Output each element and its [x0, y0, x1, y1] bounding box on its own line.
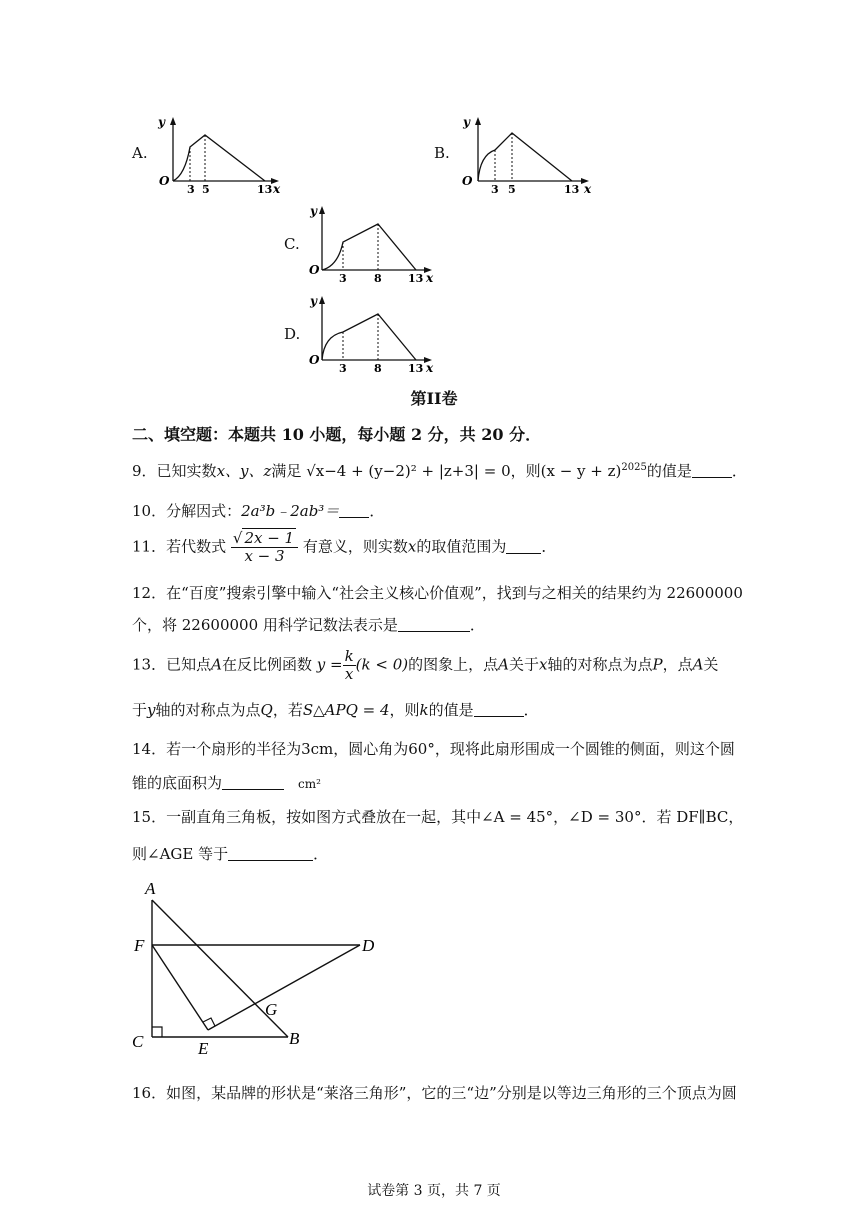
question-15-line2: 则∠AGE 等于 ． [132, 845, 329, 863]
triangle-figure-svg [125, 872, 395, 1062]
question-12-line1: 12．在“百度”搜索引擎中输入“社会主义核心价值观”，找到与之相关的结果约为 22600000 [132, 584, 743, 602]
question-10: 10．分解因式：2a³b﹣2ab³＝ ． [132, 502, 385, 520]
question-11: 11．若代数式 $\frac{√ 2x - 1}{x - 3}$ 有意义，则实数x的取值范围为 ． [132, 529, 557, 565]
triangle-figure [125, 872, 395, 1066]
question-9: 9．已知实数x、y、z满足 √x−4 + (y−2)² + |z+3| = 0，则$(x - y + z)^{2025}$的值是 ． [132, 462, 747, 480]
graph-d-tick: 13 [408, 362, 424, 375]
graph-c-tick: 8 [374, 272, 382, 285]
graph-d-origin: O [309, 353, 320, 367]
vertex-e-label: E [198, 1039, 209, 1058]
graph-a-svg [155, 115, 285, 195]
answer-blank-9[interactable] [692, 463, 732, 478]
graph-b-svg [460, 115, 600, 195]
option-c-graph [308, 204, 443, 284]
question-14-line1: 14．若一个扇形的半径为3cm，圆心角为60°，现将此扇形围成一个圆锥的侧面，则这个圆 [132, 740, 735, 758]
option-b-graph [460, 115, 600, 195]
option-d-label: D. [284, 325, 301, 343]
graph-a-tick: 13 [257, 183, 273, 196]
question-15-line1: 15．一副直角三角板，按如图方式叠放在一起，其中∠A = 45°，∠D = 30°．若 DF∥BC， [132, 808, 744, 826]
vertex-c-label: C [132, 1032, 144, 1051]
graph-a-tick: 5 [202, 183, 210, 196]
option-b-label: B. [434, 144, 450, 162]
graph-a-xlabel: x [273, 182, 281, 196]
graph-d-tick: 3 [339, 362, 347, 375]
answer-blank-10[interactable] [339, 503, 369, 518]
page-footer: 试卷第 3 页，共 7 页 [367, 1183, 501, 1199]
graph-a-tick: 3 [187, 183, 195, 196]
graph-d-tick: 8 [374, 362, 382, 375]
option-a-label: A. [132, 144, 148, 162]
q13-fraction: $\frac{k}{x}$ [344, 647, 354, 683]
vertex-f-label: F [134, 936, 145, 955]
graph-a-origin: O [159, 174, 170, 188]
part-title: 第II卷 [410, 389, 458, 408]
graph-c-tick: 3 [339, 272, 347, 285]
q9-condition: √x−4 + (y−2)² + |z+3| = 0 [306, 462, 511, 480]
vertex-d-label: D [362, 936, 375, 955]
q11-fraction: $\frac{√ 2x - 1}{x - 3}$ [231, 530, 298, 565]
graph-d-svg [308, 294, 443, 374]
answer-blank-12[interactable] [398, 617, 470, 632]
question-13-line2: 于y轴的对称点为点Q，若S△APQ = 4，则k的值是 ． [132, 701, 539, 719]
graph-c-tick: 13 [408, 272, 424, 285]
section-heading: 二、填空题：本题共 10 小题，每小题 2 分，共 20 分． [132, 425, 542, 444]
option-a-graph [155, 115, 285, 195]
question-13-line1: 13．已知点A在反比例函数 y = $\frac{k}{x}$ (k < 0)的图象上，点A关于x轴的对称点为点P，点A关 [132, 647, 719, 683]
graph-c-svg [308, 204, 443, 284]
graph-b-tick: 5 [508, 183, 516, 196]
option-d-graph [308, 294, 443, 374]
option-c-label: C. [284, 235, 300, 253]
graph-b-xlabel: x [584, 182, 592, 196]
q9-expression: (x − y + z) [540, 462, 622, 480]
vertex-a-label: A [145, 879, 156, 898]
vertex-b-label: B [289, 1029, 300, 1048]
graph-a-ylabel: y [158, 115, 165, 129]
graph-b-ylabel: y [463, 115, 470, 129]
graph-b-tick: 13 [564, 183, 580, 196]
graph-d-ylabel: y [310, 294, 317, 308]
answer-blank-15[interactable] [228, 846, 313, 861]
graph-c-ylabel: y [310, 204, 317, 218]
question-14-line2: 锥的底面积为 cm² [132, 774, 321, 792]
answer-blank-11[interactable] [506, 539, 541, 554]
answer-blank-14[interactable] [222, 775, 284, 790]
graph-b-origin: O [462, 174, 473, 188]
answer-blank-13[interactable] [474, 702, 524, 717]
vertex-g-label: G [265, 1000, 278, 1019]
graph-d-xlabel: x [426, 361, 434, 375]
question-16-line1: 16．如图，某品牌的形状是“莱洛三角形”，它的三“边”分别是以等边三角形的三个顶点为圆 [132, 1084, 737, 1102]
graph-c-origin: O [309, 263, 320, 277]
question-12-line2: 个，将 22600000 用科学记数法表示是 ． [132, 616, 485, 634]
graph-c-xlabel: x [426, 271, 434, 285]
graph-b-tick: 3 [491, 183, 499, 196]
